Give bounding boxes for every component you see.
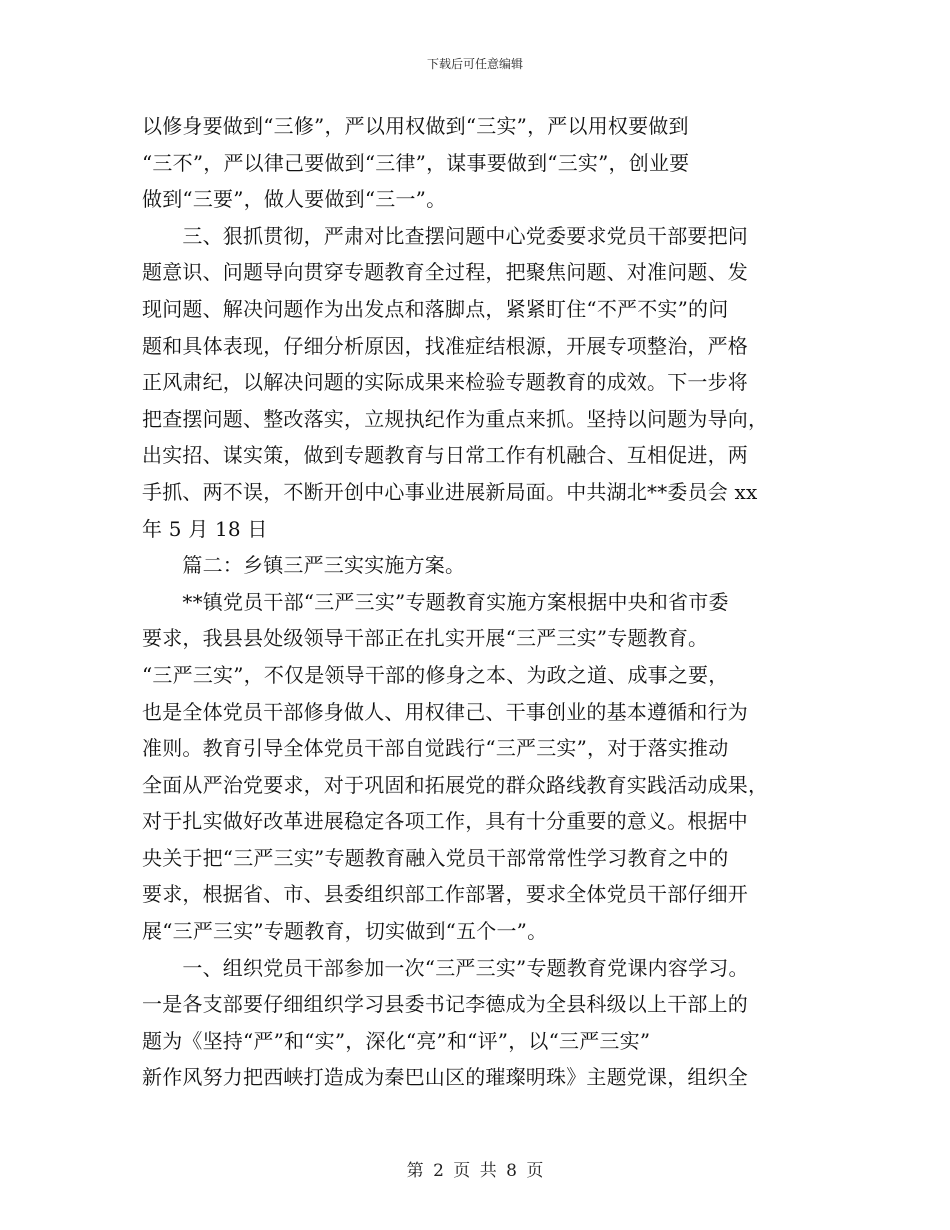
text-line: 篇二：乡镇三严三实实施方案。 bbox=[142, 553, 466, 578]
text-line: 把查摆问题、整改落实，立规执纪作为重点来抓。坚持以问题为导向， bbox=[142, 406, 769, 431]
text-line: 要求，我县县处级领导干部正在扎实开展“三严三实”专题教育。 bbox=[142, 626, 709, 651]
text-line: 对于扎实做好改革进展稳定各项工作，具有十分重要的意义。根据中 bbox=[142, 809, 748, 834]
text-line: “三严三实”，不仅是领导干部的修身之本、为政之道、成事之要， bbox=[142, 662, 729, 687]
text-line: 展“三严三实”专题教育，切实做到“五个一”。 bbox=[142, 919, 548, 944]
page-header: 下载后可任意编辑 bbox=[426, 57, 523, 71]
text-line: 正风肃纪，以解决问题的实际成果来检验专题教育的成效。下一步将 bbox=[142, 370, 748, 395]
text-line: 出实招、谋实策，做到专题教育与日常工作有机融合、互相促进，两 bbox=[142, 443, 748, 468]
text-line: 题和具体表现，仔细分析原因，找准症结根源，开展专项整治，严格 bbox=[142, 333, 748, 358]
text-line: 一是各支部要仔细组织学习县委书记李德成为全县科级以上干部上的 bbox=[142, 992, 748, 1017]
text-line: 以修身要做到“三修”，严以用权做到“三实”，严以用权要做到 bbox=[142, 114, 689, 138]
text-line: 也是全体党员干部修身做人、用权律己、干事创业的基本遵循和行为 bbox=[142, 699, 748, 724]
text-line: 年 5 月 18 日 bbox=[142, 516, 268, 541]
text-line: 三、狠抓贯彻，严肃对比查摆问题中心党委要求党员干部要把问 bbox=[142, 223, 748, 248]
text-line: 要求，根据省、市、县委组织部工作部署，要求全体党员干部仔细开 bbox=[142, 882, 748, 907]
text-line: “三不”，严以律己要做到“三律”，谋事要做到“三实”，创业要 bbox=[142, 150, 690, 175]
text-line: 央关于把“三严三实”专题教育融入党员干部常常性学习教育之中的 bbox=[142, 845, 729, 870]
page-number-footer: 第 2 页 共 8 页 bbox=[406, 1161, 544, 1181]
text-line: 题意识、问题导向贯穿专题教育全过程，把聚焦问题、对准问题、发 bbox=[142, 260, 748, 285]
text-line: 现问题、解决问题作为出发点和落脚点，紧紧盯住“不严不实”的问 bbox=[142, 296, 729, 321]
text-line: 准则。教育引导全体党员干部自觉践行“三严三实”，对于落实推动 bbox=[142, 736, 729, 761]
text-line: 一、组织党员干部参加一次“三严三实”专题教育党课内容学习。 bbox=[142, 955, 749, 980]
document-body bbox=[142, 108, 832, 1096]
text-line: **镇党员干部“三严三实”专题教育实施方案根据中央和省市委 bbox=[142, 589, 729, 614]
text-line: 做到“三要”，做人要做到“三一”。 bbox=[142, 187, 447, 212]
text-line: 题为《坚持“严”和“实”，深化“亮”和“评”，以“三严三实” bbox=[142, 1028, 651, 1053]
text-line: 手抓、两不误，不断开创中心事业进展新局面。中共湖北**委员会 xx bbox=[142, 479, 758, 504]
text-line: 新作风努力把西峡打造成为秦巴山区的璀璨明珠》主题党课，组织全 bbox=[142, 1065, 748, 1090]
text-line: 全面从严治党要求，对于巩固和拓展党的群众路线教育实践活动成果， bbox=[142, 772, 769, 797]
